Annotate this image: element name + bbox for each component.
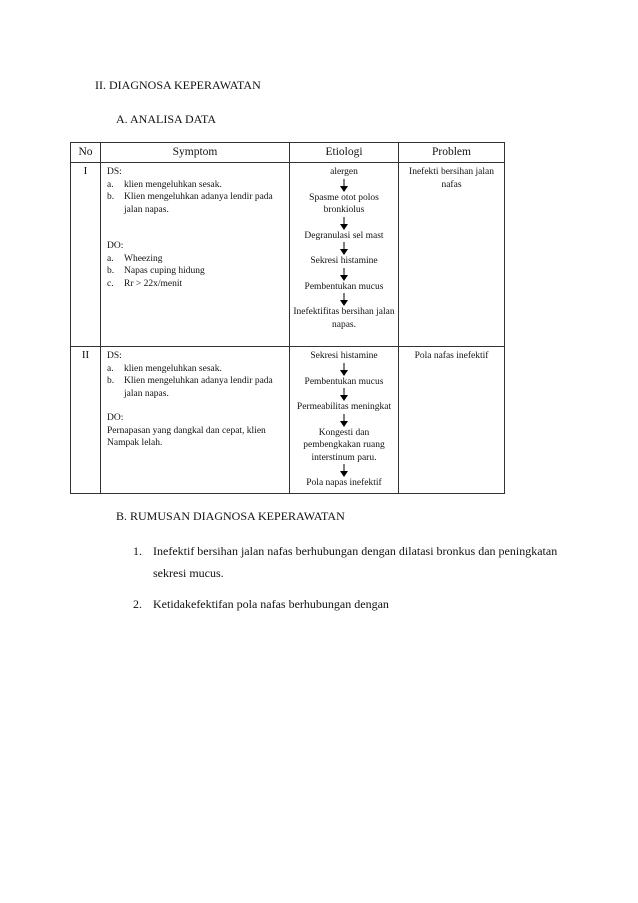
section-heading-diagnosa: II. DIAGNOSA KEPERAWATAN — [95, 78, 261, 92]
header-etiologi: Etiologi — [290, 143, 399, 163]
arrow-down-icon — [339, 388, 349, 401]
list-item-text: Klien mengeluhkan adanya lendir pada jalan napas. — [124, 192, 273, 215]
arrow-down-icon — [339, 179, 349, 192]
row-number: I — [71, 163, 101, 347]
list-item — [107, 179, 285, 192]
list-marker: b. — [107, 192, 115, 202]
symptom-cell — [101, 347, 290, 494]
diagnosis-text: Inefektif bersihan jalan nafas berhubungan dengan dilatasi bronkus dan peningkatan sekresi mucus. — [153, 544, 558, 580]
etiologi-cell — [290, 347, 399, 494]
table-row — [71, 163, 505, 347]
table-header-row — [71, 143, 505, 163]
list-marker: c. — [107, 278, 114, 289]
etiologi-step: Degranulasi sel mast — [304, 230, 384, 241]
header-no: No — [71, 143, 101, 163]
list-item — [107, 191, 285, 216]
arrow-down-icon — [339, 268, 349, 281]
etiologi-step: Sekresi histamine — [310, 351, 378, 361]
list-item — [107, 375, 285, 400]
ds-label: DS: — [107, 351, 122, 361]
arrow-down-icon — [339, 242, 349, 255]
arrow-down-icon — [339, 363, 349, 376]
ds-label: DS: — [107, 167, 122, 177]
etiologi-step: Kongesti dan pembengkakan ruang interstinum paru. — [303, 427, 385, 463]
arrow-down-icon — [339, 217, 349, 230]
do-label: DO: — [107, 413, 124, 423]
diagnosis-text: Ketidakefektifan pola nafas berhubungan dengan — [153, 597, 389, 611]
etiologi-step: Pola napas inefektif — [306, 478, 382, 488]
arrow-down-icon — [339, 414, 349, 427]
list-item — [107, 278, 285, 291]
etiologi-step: alergen — [330, 167, 358, 177]
list-marker: a. — [107, 179, 114, 190]
list-item-text: Rr > 22x/menit — [124, 278, 183, 289]
list-item — [133, 593, 573, 615]
etiologi-step: Pembentukan mucus — [304, 281, 384, 292]
table-row — [71, 347, 505, 494]
etiologi-step: Pembentukan mucus — [304, 376, 384, 387]
etiologi-step: Permeabilitas meningkat — [296, 402, 392, 412]
list-marker: b. — [107, 266, 115, 276]
header-problem: Problem — [399, 143, 505, 163]
list-item — [107, 253, 285, 266]
symptom-cell — [101, 163, 290, 347]
list-marker: b. — [107, 376, 115, 386]
problem-cell: Pola nafas inefektif — [399, 347, 505, 494]
list-marker: a. — [107, 363, 114, 374]
subsection-heading-analisa: A. ANALISA DATA — [116, 112, 217, 126]
list-item-text: Wheezing — [124, 253, 163, 264]
problem-cell: Inefekti bersihan jalan nafas — [399, 163, 505, 347]
diagnosis-list — [133, 540, 573, 624]
list-item-text: klien mengeluhkan sesak. — [124, 363, 222, 374]
list-marker: a. — [107, 253, 114, 264]
list-item-text: klien mengeluhkan sesak. — [124, 179, 222, 190]
list-item — [107, 363, 285, 376]
header-symptom: Symptom — [101, 143, 290, 163]
etiologi-step: Sekresi histamine — [310, 256, 378, 266]
do-label: DO: — [107, 241, 124, 251]
etiologi-step: Inefektifitas bersihan jalan napas. — [293, 307, 395, 330]
subsection-heading-rumusan: B. RUMUSAN DIAGNOSA KEPERAWATAN — [116, 509, 345, 523]
list-item — [133, 540, 573, 584]
arrow-down-icon — [339, 293, 349, 306]
etiologi-cell — [290, 163, 399, 347]
etiologi-step: Spasme otot polos bronkiolus — [309, 192, 379, 215]
list-number: 1. — [133, 544, 142, 558]
list-number: 2. — [133, 597, 142, 611]
list-item-text: Klien mengeluhkan adanya lendir pada jalan napas. — [124, 376, 273, 399]
arrow-down-icon — [339, 464, 349, 477]
list-item-text: Napas cuping hidung — [124, 266, 205, 276]
analisa-data-table — [70, 142, 505, 494]
list-item — [107, 265, 285, 278]
row-number: II — [71, 347, 101, 494]
do-text: Pernapasan yang dangkal dan cepat, klien Nampak lelah. — [107, 425, 266, 448]
